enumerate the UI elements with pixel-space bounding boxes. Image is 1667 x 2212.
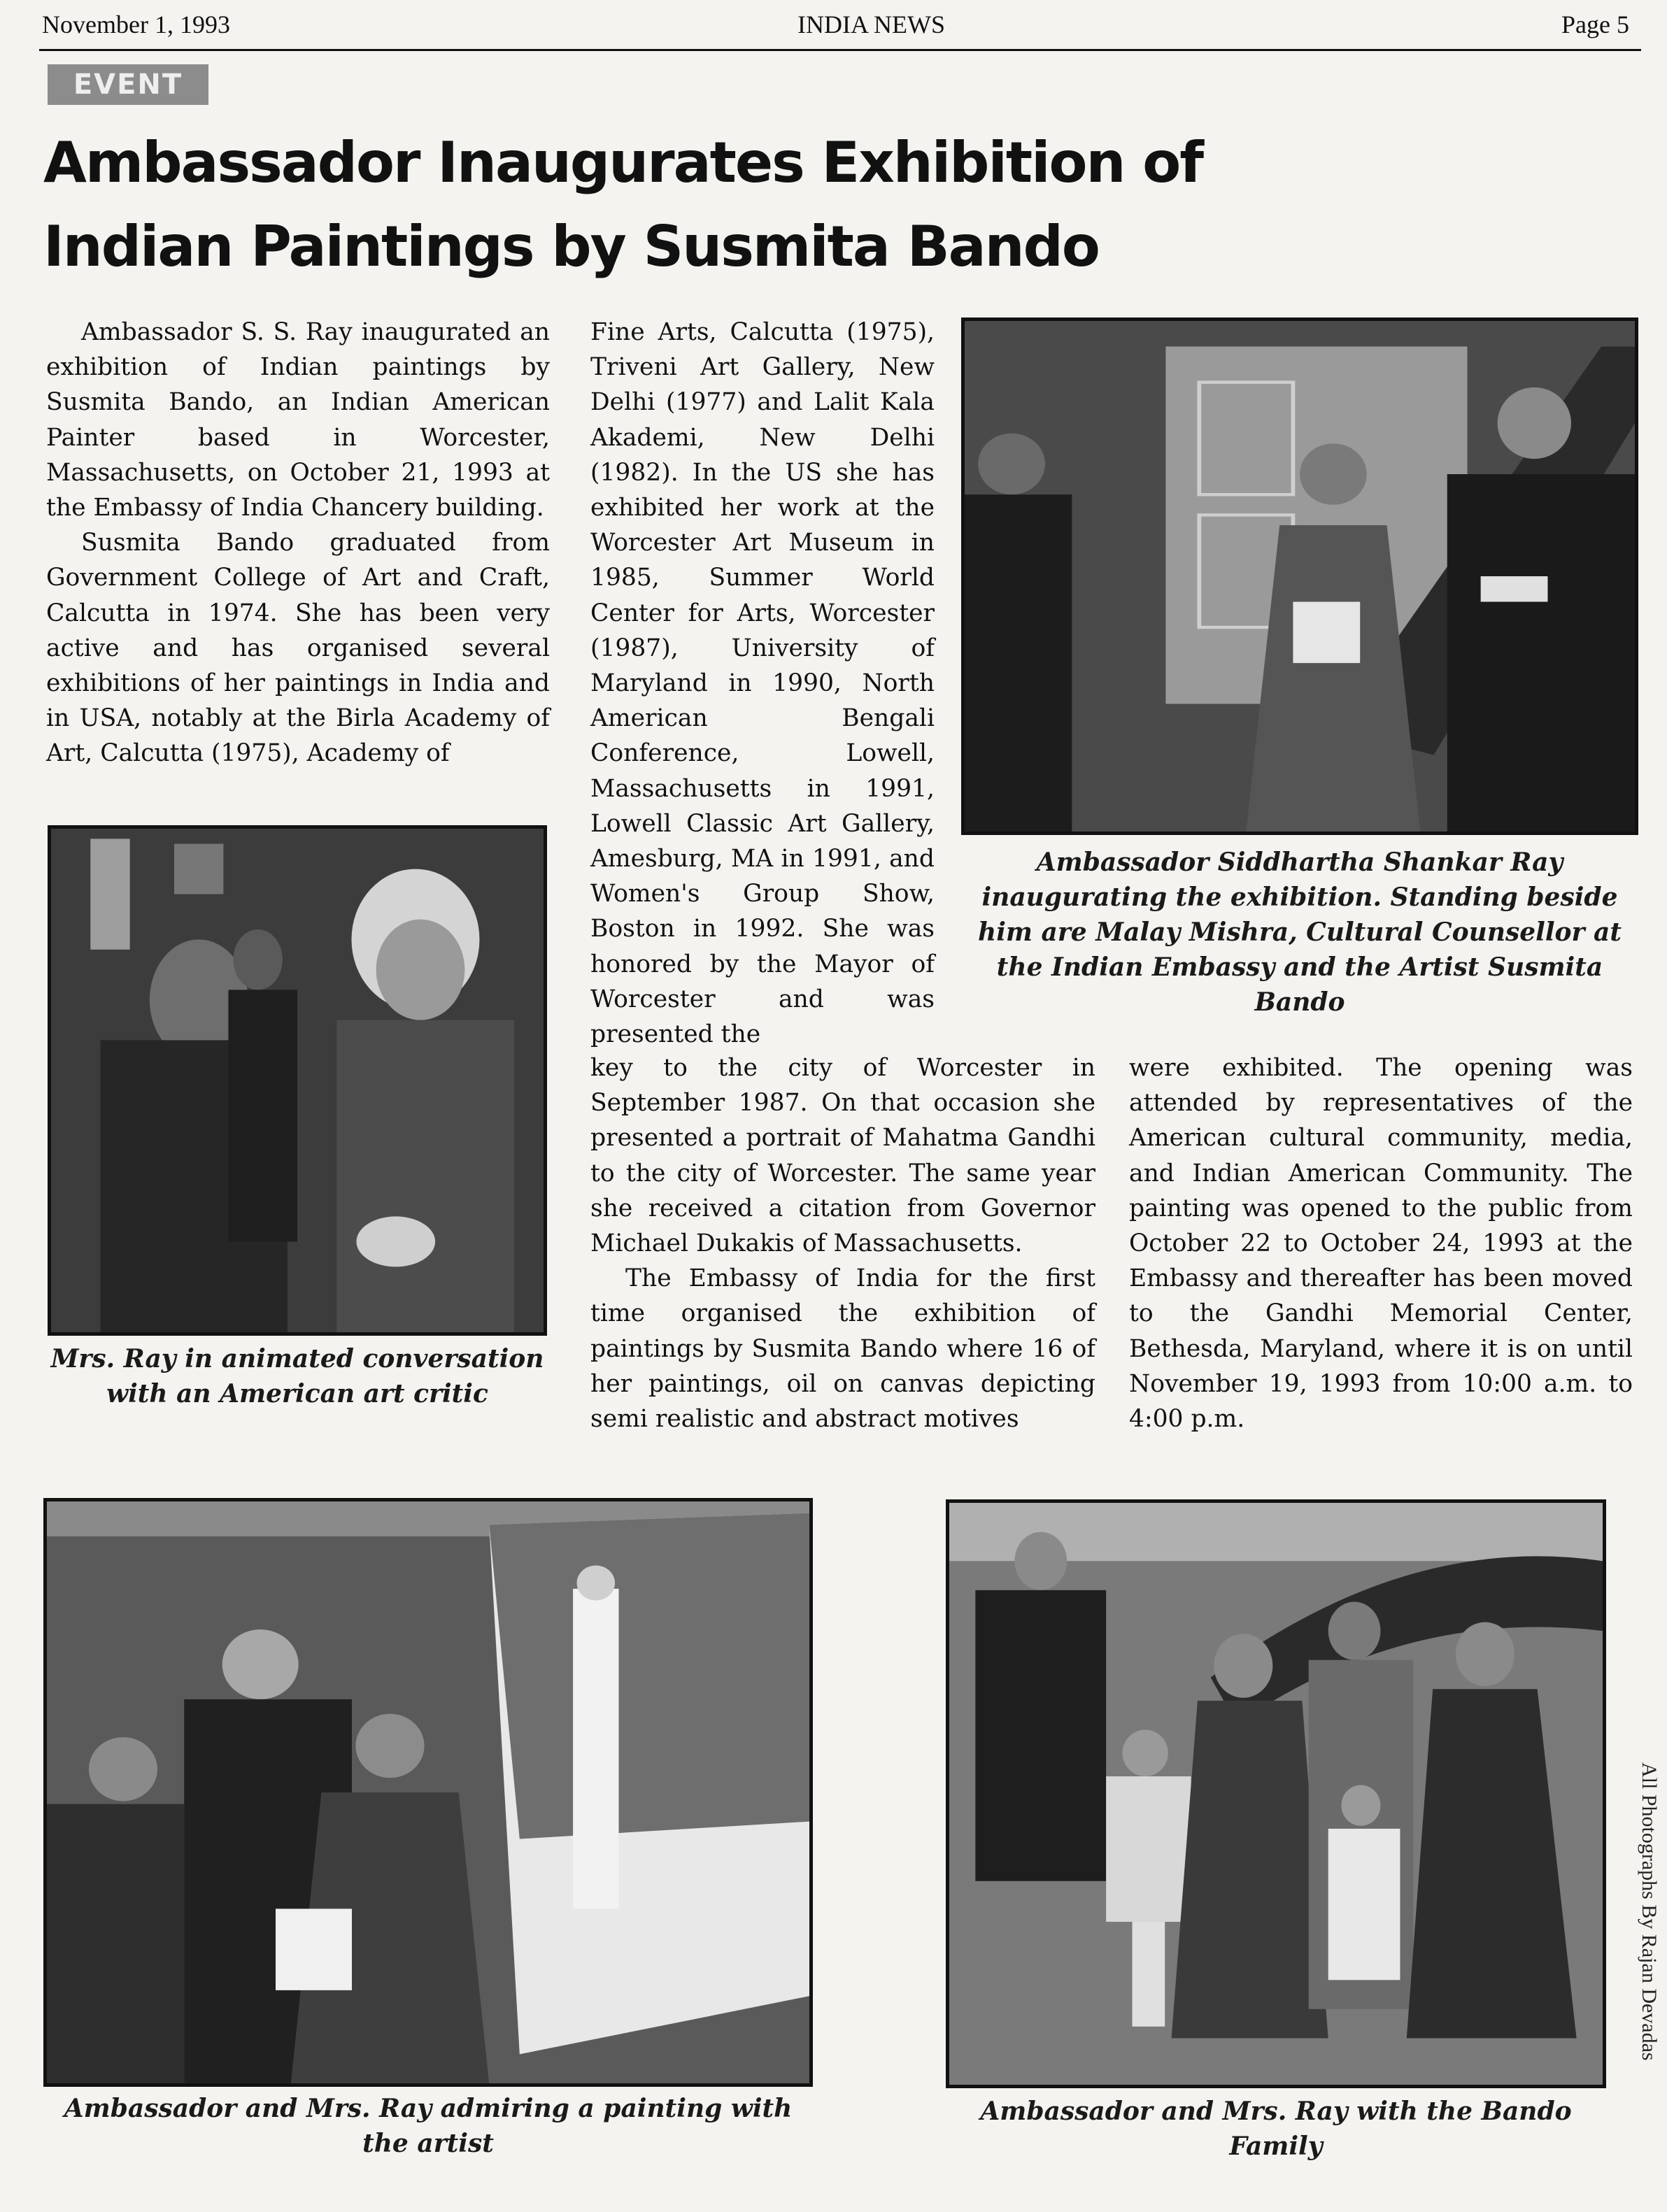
- article-paragraph: Susmita Bando graduated from Government College of Art and Craft, Calcutta in 1974. She has been very active and has organised several exhibitions of her paintings in India and in USA, notably at the Birla Academy of Art, Calcutta (1975), Academy of: [46, 529, 550, 768]
- headline-line-1: Ambassador Inaugurates Exhibition of: [43, 130, 1203, 195]
- headline-line-2: Indian Paintings by Susmita Bando: [43, 214, 1099, 279]
- article-column-1: [46, 315, 550, 771]
- article-paragraph: The Embassy of India for the first time organised the exhibition of paintings by Susmita Bando where 16 of her paintings, oil on canvas depicting semi realistic and abstract motives: [590, 1264, 1095, 1434]
- caption-photo-bottom-left: Ambassador and Mrs. Ray admiring a painting with the artist: [64, 2094, 793, 2158]
- photo-admiring-painting: [43, 1498, 813, 2087]
- photo-image: [965, 321, 1635, 832]
- issue-date: November 1, 1993: [42, 10, 230, 38]
- photo-image: [47, 1501, 809, 2083]
- caption-photo-top-right: Ambassador Siddhartha Shankar Ray inaugurating the exhibition. Standing beside him are Malay Mishra, Cultural Counsellor at the Indian Embassy and the Artist Susmita Bando: [978, 848, 1622, 1017]
- photo-image: [51, 829, 544, 1332]
- photo-credit: All Photographs By Rajan Devadas: [1638, 1762, 1661, 2061]
- article-column-2-top: [590, 315, 935, 1052]
- article-paragraph: key to the city of Worcester in September 1987. On that occasion she presented a portrait of Mahatma Gandhi to the city of Worcester. The same year she received a citation from Governor Michael Dukakis of Massachusetts.: [590, 1054, 1095, 1258]
- photo-mrs-ray-conversation: [48, 825, 547, 1336]
- article-paragraph: were exhibited. The opening was attended by representatives of the American cultural community, media, and Indian American Community. The painting was opened to the public from October 22 to October 24, 1993 at the Embassy and thereafter has been moved to the Gandhi Memorial Center, Bethesda, Maryland, where it is on until November 19, 1993 from 10:00 a.m. to 4:00 p.m.: [1129, 1054, 1633, 1434]
- publication-name: INDIA NEWS: [797, 10, 945, 38]
- caption-photo-mid-left: Mrs. Ray in animated conversation with an American art critic: [50, 1344, 544, 1408]
- caption-photo-bottom-right: Ambassador and Mrs. Ray with the Bando Family: [980, 2097, 1572, 2161]
- photo-bando-family: [946, 1499, 1606, 2088]
- photo-image: [949, 1503, 1603, 2085]
- section-label: EVENT: [48, 64, 208, 105]
- photo-ambassador-inaugurating: [961, 317, 1638, 835]
- page-number: Page 5: [1561, 10, 1629, 38]
- article-paragraph: Ambassador S. S. Ray inaugurated an exhibition of Indian paintings by Susmita Bando, an Indian American Painter based in Worcester, Massachusetts, on October 21, 1993 at the Embassy of India Chancery building.: [46, 318, 550, 522]
- header-rule: [39, 49, 1641, 51]
- article-column-2-bottom: [590, 1050, 1095, 1436]
- article-paragraph: Fine Arts, Calcutta (1975), Triveni Art Gallery, New Delhi (1977) and Lalit Kala Akademi, New Delhi (1982). In the US she has exhibited her work at the Worcester Art Museum in 1985, Summer World Center for Arts, Worcester (1987), University of Maryland in 1990, North American Bengali Conference, Lowell, Massachusetts in 1991, Lowell Classic Art Gallery, Amesburg, MA in 1991, and Women's Group Show, Boston in 1992. She was honored by the Mayor of Worcester and was presented the: [590, 318, 935, 1049]
- article-column-3: [1129, 1050, 1633, 1436]
